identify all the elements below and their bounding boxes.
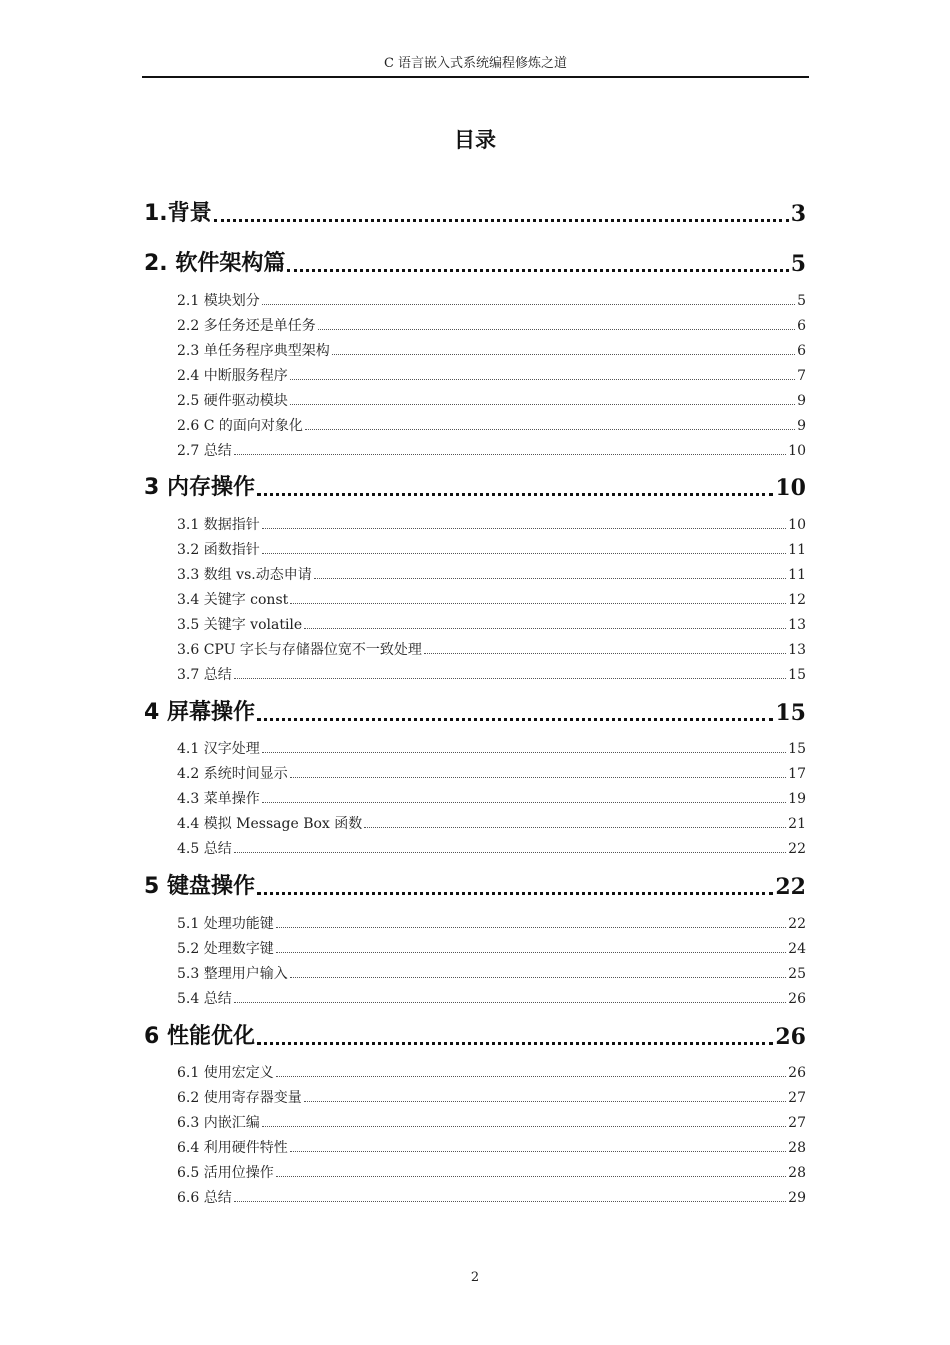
toc-chapter[interactable] [144, 698, 806, 728]
dot-leader [257, 891, 773, 895]
toc-entry-page: 9 [797, 418, 806, 434]
toc-entry-label: 6.5 活用位操作 [177, 1165, 274, 1181]
toc-chapter-label: 6 性能优化 [144, 1024, 255, 1049]
dot-leader [304, 627, 786, 629]
dot-leader [262, 303, 795, 305]
toc-entry-label: 3.6 CPU 字长与存储器位宽不一致处理 [177, 642, 422, 658]
toc-entry-page: 25 [788, 966, 806, 982]
toc-entry[interactable] [177, 615, 806, 635]
toc-entry-label: 5.1 处理功能键 [177, 916, 274, 932]
dot-leader [287, 268, 788, 272]
dot-leader [262, 801, 786, 803]
toc-chapter-label: 3 内存操作 [144, 475, 255, 500]
toc-entry-page: 29 [788, 1190, 806, 1206]
dot-leader [290, 776, 786, 778]
toc-chapter[interactable] [144, 199, 806, 229]
dot-leader [234, 1200, 786, 1202]
toc-entry-page: 21 [788, 816, 806, 832]
toc-chapter-page: 10 [775, 475, 806, 501]
page-number: 2 [470, 1270, 480, 1285]
dot-leader [276, 1175, 786, 1177]
toc-entry[interactable] [177, 1113, 806, 1133]
toc-entry-label: 3.7 总结 [177, 667, 232, 683]
toc-entry[interactable] [177, 739, 806, 759]
header-divider [142, 76, 809, 78]
dot-leader [257, 492, 773, 496]
toc-chapter[interactable] [144, 249, 806, 279]
toc-entry[interactable] [177, 764, 806, 784]
running-header: C 语言嵌入式系统编程修炼之道 [383, 56, 568, 71]
toc-entry[interactable] [177, 366, 806, 386]
dot-leader [290, 602, 786, 604]
toc-entry-page: 17 [788, 766, 806, 782]
dot-leader [314, 577, 786, 579]
toc-entry-label: 3.4 关键字 const [177, 592, 289, 608]
toc-chapter-label: 4 屏幕操作 [144, 700, 255, 725]
toc-entry-label: 4.5 总结 [177, 841, 232, 857]
dot-leader [332, 353, 795, 355]
toc-entry-page: 13 [788, 642, 806, 658]
dot-leader [305, 428, 795, 430]
toc-entry[interactable] [177, 1163, 806, 1183]
dot-leader [234, 453, 786, 455]
toc-entry-label: 3.3 数组 vs.动态申请 [177, 567, 312, 583]
dot-leader [257, 1041, 773, 1045]
toc-entry-label: 6.6 总结 [177, 1190, 232, 1206]
toc-entry-label: 2.2 多任务还是单任务 [177, 318, 316, 334]
dot-leader [276, 951, 786, 953]
dot-leader [262, 1125, 786, 1127]
toc-entry-label: 3.2 函数指针 [177, 542, 260, 558]
toc-entry[interactable] [177, 789, 806, 809]
toc-entry-label: 6.2 使用寄存器变量 [177, 1090, 302, 1106]
toc-entry[interactable] [177, 441, 806, 461]
toc-chapter-label: 5 键盘操作 [144, 874, 255, 899]
dot-leader [262, 552, 786, 554]
toc-entry-page: 6 [797, 318, 806, 334]
toc-entry-page: 28 [788, 1165, 806, 1181]
toc-entry-page: 15 [788, 667, 806, 683]
toc-entry-page: 12 [788, 592, 806, 608]
dot-leader [290, 976, 786, 978]
toc-chapter-page: 15 [775, 700, 806, 726]
toc-chapter[interactable] [144, 1022, 806, 1052]
dot-leader [276, 926, 786, 928]
toc-entry[interactable] [177, 1063, 806, 1083]
toc-entry[interactable] [177, 416, 806, 436]
toc-entry[interactable] [177, 540, 806, 560]
dot-leader [262, 751, 786, 753]
toc-entry[interactable] [177, 341, 806, 361]
toc-entry-label: 4.1 汉字处理 [177, 741, 260, 757]
toc-entry[interactable] [177, 814, 806, 834]
toc-entry[interactable] [177, 291, 806, 311]
toc-entry-page: 5 [797, 293, 806, 309]
toc-entry-label: 3.1 数据指针 [177, 517, 260, 533]
toc-entry-label: 5.4 总结 [177, 991, 232, 1007]
toc-entry-label: 4.4 模拟 Message Box 函数 [177, 816, 363, 832]
toc-entry[interactable] [177, 1188, 806, 1208]
dot-leader [262, 527, 786, 529]
toc-entry-label: 4.2 系统时间显示 [177, 766, 288, 782]
dot-leader [257, 717, 773, 721]
toc-entry[interactable] [177, 914, 806, 934]
toc-entry[interactable] [177, 1138, 806, 1158]
toc-entry-label: 2.1 模块划分 [177, 293, 260, 309]
toc-entry-label: 2.3 单任务程序典型架构 [177, 343, 330, 359]
toc-entry-label: 5.3 整理用户输入 [177, 966, 288, 982]
toc-entry-page: 9 [797, 393, 806, 409]
dot-leader [304, 1100, 786, 1102]
toc-chapter-page: 3 [790, 201, 806, 227]
dot-leader [234, 677, 786, 679]
toc-entry-label: 3.5 关键字 volatile [177, 617, 303, 633]
toc-entry-page: 11 [788, 542, 806, 558]
toc-entry-label: 5.2 处理数字键 [177, 941, 274, 957]
dot-leader [276, 1075, 786, 1077]
toc-entry[interactable] [177, 640, 806, 660]
toc-entry-label: 2.5 硬件驱动模块 [177, 393, 288, 409]
dot-leader [318, 328, 795, 330]
toc-entry-page: 28 [788, 1140, 806, 1156]
toc-entry-page: 10 [788, 443, 806, 459]
toc-entry-page: 13 [788, 617, 806, 633]
toc-title: 目录 [454, 128, 496, 152]
dot-leader [290, 378, 795, 380]
toc-entry[interactable] [177, 939, 806, 959]
toc-entry-page: 26 [788, 1065, 806, 1081]
toc-entry-page: 7 [797, 368, 806, 384]
toc-entry[interactable] [177, 964, 806, 984]
toc-entry[interactable] [177, 316, 806, 336]
dot-leader [364, 826, 786, 828]
toc-entry-page: 6 [797, 343, 806, 359]
toc-entry[interactable] [177, 565, 806, 585]
toc-entry-page: 11 [788, 567, 806, 583]
toc-entry-label: 6.1 使用宏定义 [177, 1065, 274, 1081]
dot-leader [290, 1150, 786, 1152]
toc-entry[interactable] [177, 1088, 806, 1108]
toc-entry-page: 26 [788, 991, 806, 1007]
toc-entry-page: 22 [788, 916, 806, 932]
toc-entry-page: 10 [788, 517, 806, 533]
toc-entry[interactable] [177, 391, 806, 411]
toc-chapter-page: 5 [790, 251, 806, 277]
toc-entry[interactable] [177, 989, 806, 1009]
toc-entry-page: 27 [788, 1115, 806, 1131]
toc-entry-label: 2.4 中断服务程序 [177, 368, 288, 384]
toc-entry-page: 22 [788, 841, 806, 857]
toc-chapter-page: 22 [775, 874, 806, 900]
toc-entry-label: 6.3 内嵌汇编 [177, 1115, 260, 1131]
dot-leader [424, 652, 786, 654]
toc-entry-label: 2.6 C 的面向对象化 [177, 418, 303, 434]
dot-leader [290, 403, 795, 405]
toc-chapter-label: 2. 软件架构篇 [144, 251, 286, 276]
toc-chapter-page: 26 [775, 1024, 806, 1050]
toc-entry[interactable] [177, 839, 806, 859]
toc-chapter[interactable] [144, 473, 806, 503]
toc-entry-page: 19 [788, 791, 806, 807]
toc-chapter-label: 1.背景 [144, 201, 212, 226]
dot-leader [234, 851, 786, 853]
dot-leader [214, 218, 789, 222]
toc-entry-page: 27 [788, 1090, 806, 1106]
toc-entry-page: 24 [788, 941, 806, 957]
toc-entry[interactable] [177, 515, 806, 535]
toc-entry[interactable] [177, 665, 806, 685]
toc-entry-label: 6.4 利用硬件特性 [177, 1140, 288, 1156]
toc-entry[interactable] [177, 590, 806, 610]
toc-entry-label: 2.7 总结 [177, 443, 232, 459]
toc-chapter[interactable] [144, 872, 806, 902]
toc-entry-page: 15 [788, 741, 806, 757]
toc-entry-label: 4.3 菜单操作 [177, 791, 260, 807]
dot-leader [234, 1001, 786, 1003]
